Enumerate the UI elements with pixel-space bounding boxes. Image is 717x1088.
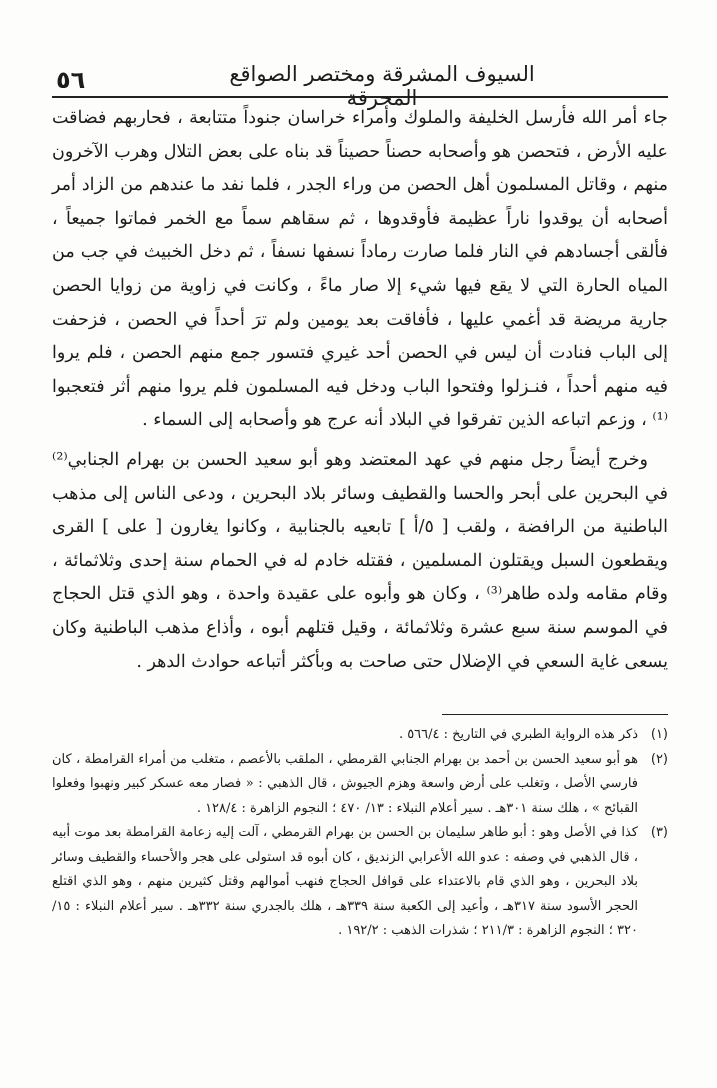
footnote-number: (١) [650,727,668,743]
main-text [52,102,668,679]
footnotes [52,723,668,944]
footnote-text: ذكر هذه الرواية الطبري في التاريخ : ٥٦٦/٤ . [398,727,638,743]
footnote [52,748,668,822]
footnote-number: (٣) [650,825,668,841]
footnote-separator [442,714,668,715]
running-title: السيوف المشرقة ومختصر الصواقع المحرقة [229,62,535,110]
footnote [52,821,668,944]
footnote [52,723,668,748]
book-page [52,62,668,944]
page-header [52,62,668,110]
paragraph: جاء أمر الله فأرسل الخليفة والملوك وأمراء خراسان جنوداً متتابعة ، فحاربهم فضاقت عليه الأرض ، فتحصن هو وأصحابه حصناً حصيناً قد بناه على بعض التلال وهرب الآخرون منهم ، وقاتل المسلمون أهل الحصن من وراء الجدر ، فلما نفد ما عندهم من الزاد أمر أصحابه أن يوقدوا ناراً عظيمة فأوقدوها ، ثم سقاهم سماً مع الخمر فماتوا جميعاً ، فألقى أجسادهم في النار فلما صارت رماداً نسفها نسفاً ، ثم دخل الخبيث في جب من المياه الحارة التي لا يقع فيها شيء إلا صار ماءً ، وكانت في زاوية من زوايا الحصن جارية مريضة قد أغمي عليها ، فأفاقت بعد يومين ولم ترَ أحداً في الحصن ، فزحفت إلى الباب فنادت أن ليس في الحصن أحد غيري فتسور جمع منهم الحصن ، فلم يروا فيه منهم أحداً ، فنـزلوا وفتحوا الباب ودخل فيه المسلمون فلم يروا منهم أثر فتعجبوا ⁽¹⁾ ، وزعم اتباعه الذين تفرقوا في البلاد أنه عرج هو وأصحابه إلى السماء . [52,108,668,431]
page-number: ٥٦ [56,66,86,94]
footnote-text: كذا في الأصل وهو : أبو طاهر سليمان بن الحسن بن بهرام القرمطي ، آلت إليه زعامة القرامطة بعد موت أبيه ، قال الذهبي في وصفه : عدو الله الأعرابي الزنديق ، كان أبوه قد استولى على هجر والأحساء والقطيف وسائر بلاد البحرين ، وهو الذي قام بالاعتداء على قوافل الحجاج فنهب أموالهم وقتل كثيرين منهم ، وهو الذي اقتلع الحجر الأسود سنة ٣١٧هـ ، وأعيد إلى الكعبة سنة ٣٣٩هـ ، هلك بالجدري سنة ٣٣٢هـ . سير أعلام النبلاء : ١٥/ ٣٢٠ ؛ النجوم الزاهرة : ٢١١/٣ ؛ شذرات الذهب : ١٩٢/٢ . [52,825,639,939]
footnote-text: هو أبو سعيد الحسن بن أحمد بن بهرام الجنابي القرمطي ، الملقب بالأعصم ، متغلب من أمراء القرامطة ، كان فارسي الأصل ، وتغلب على أرض واسعة وهزم الجيوش ، قال الذهبي : « فصار معه عسكر كبير ونهبوا وفعلوا القبائح » ، هلك سنة ٣٠١هـ . سير أعلام النبلاء : ١٣/ ٤٧٠ ؛ النجوم الزاهرة : ١٢٨/٤ . [52,751,638,816]
footnote-number: (٢) [650,751,668,767]
paragraph: وخرج أيضاً رجل منهم في عهد المعتضد وهو أبو سعيد الحسن بن بهرام الجنابي⁽²⁾ في البحرين على أبحر والحسا والقطيف وسائر بلاد البحرين ، ودعى الناس إلى مذهب الباطنية من الرافضة ، ولقب [ ٥/أ ] تابعيه بالجنابية ، وكانوا يغارون [ على ] القرى ويقطعون السبل ويقتلون المسلمين ، فقتله خادم له في الحمام سنة إحدى وثلاثمائة ، وقام مقامه ولده طاهر⁽³⁾ ، وكان هو وأبوه على عقيدة واحدة ، وهو الذي قتل الحجاج في الموسم سنة سبع عشرة وثلاثمائة ، وقيل قتلهم أبوه ، وأذاع مذهب الباطنية وكان يسعى غاية السعي في الإضلال حتى صاحت به وبأكثر أتباعه حوادث الدهر . [52,449,668,672]
